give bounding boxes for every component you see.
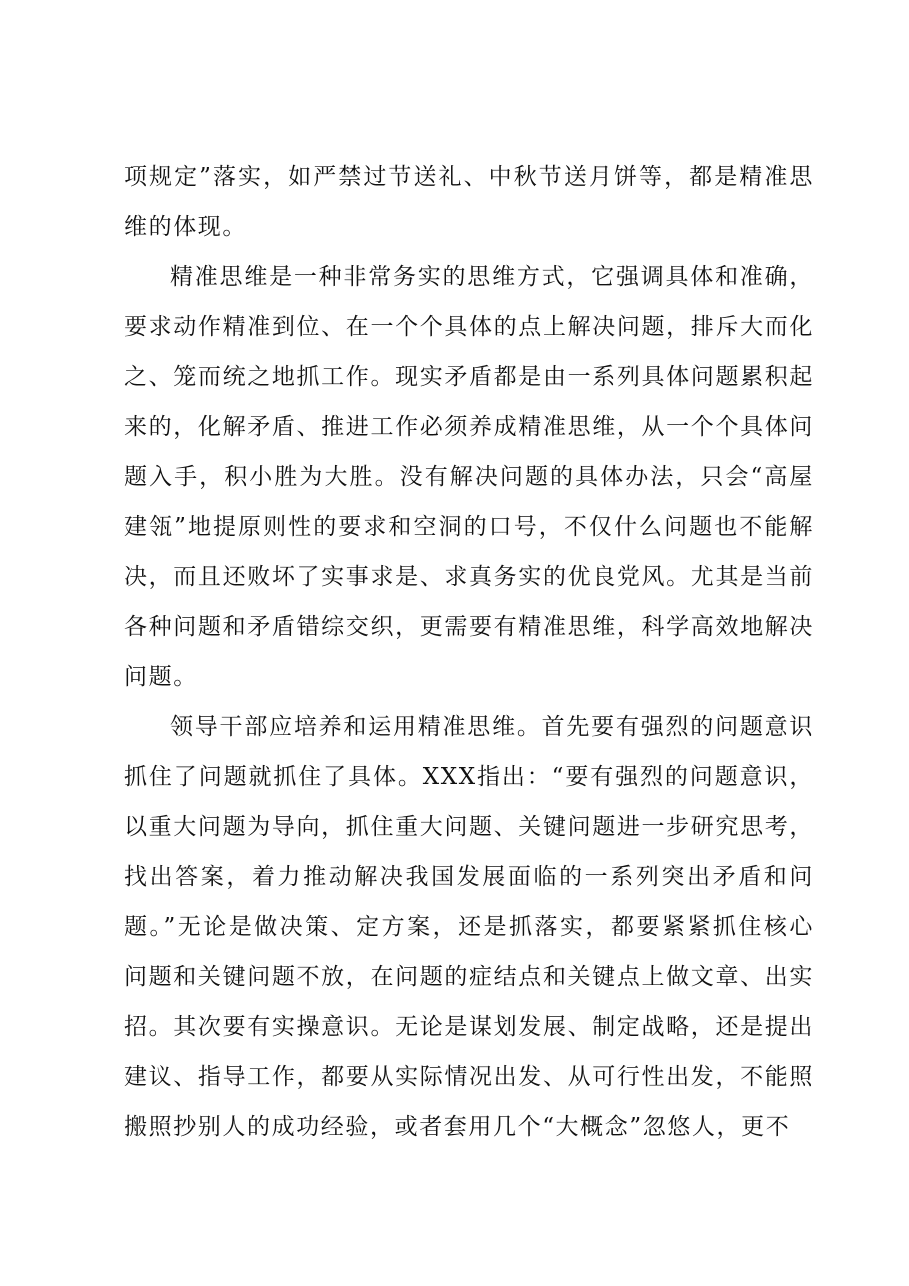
paragraph-2: 精准思维是一种非常务实的思维方式，它强调具体和准确，要求动作精准到位、在一个个具体的点上解决问题，排斥大而化之、笼而统之地抓工作。现实矛盾都是由一系列具体问题累积起来的，化解矛盾、推进工作必须养成精准思维，从一个个具体问题入手，积小胜为大胜。没有解决问题的具体办法，只会“高屋建瓴”地提原则性的要求和空洞的口号，不仅什么问题也不能解决，而且还败坏了实事求是、求真务实的优良党风。尤其是当前各种问题和矛盾错综交织，更需要有精准思维，科学高效地解决问题。 — [124, 264, 814, 690]
paragraph-1: 项规定”落实，如严禁过节送礼、中秋节送月饼等，都是精准思维的体现。 — [124, 164, 814, 240]
paragraph-3: 领导干部应培养和运用精准思维。首先要有强烈的问题意识抓住了问题就抓住了具体。XXX指出：“要有强烈的问题意识，以重大问题为导向，抓住重大问题、关键问题进一步研究思考，找出答案，着力推动解决我国发展面临的一系列突出矛盾和问题。”无论是做决策、定方案，还是抓落实，都要紧紧抓住核心问题和关键问题不放，在问题的症结点和关键点上做文章、出实招。其次要有实操意识。无论是谋划发展、制定战略，还是提出建议、指导工作，都要从实际情况出发、从可行性出发，不能照搬照抄别人的成功经验，或者套用几个“大概念”忽悠人，更不 — [124, 714, 814, 1140]
document-body — [124, 152, 814, 1152]
